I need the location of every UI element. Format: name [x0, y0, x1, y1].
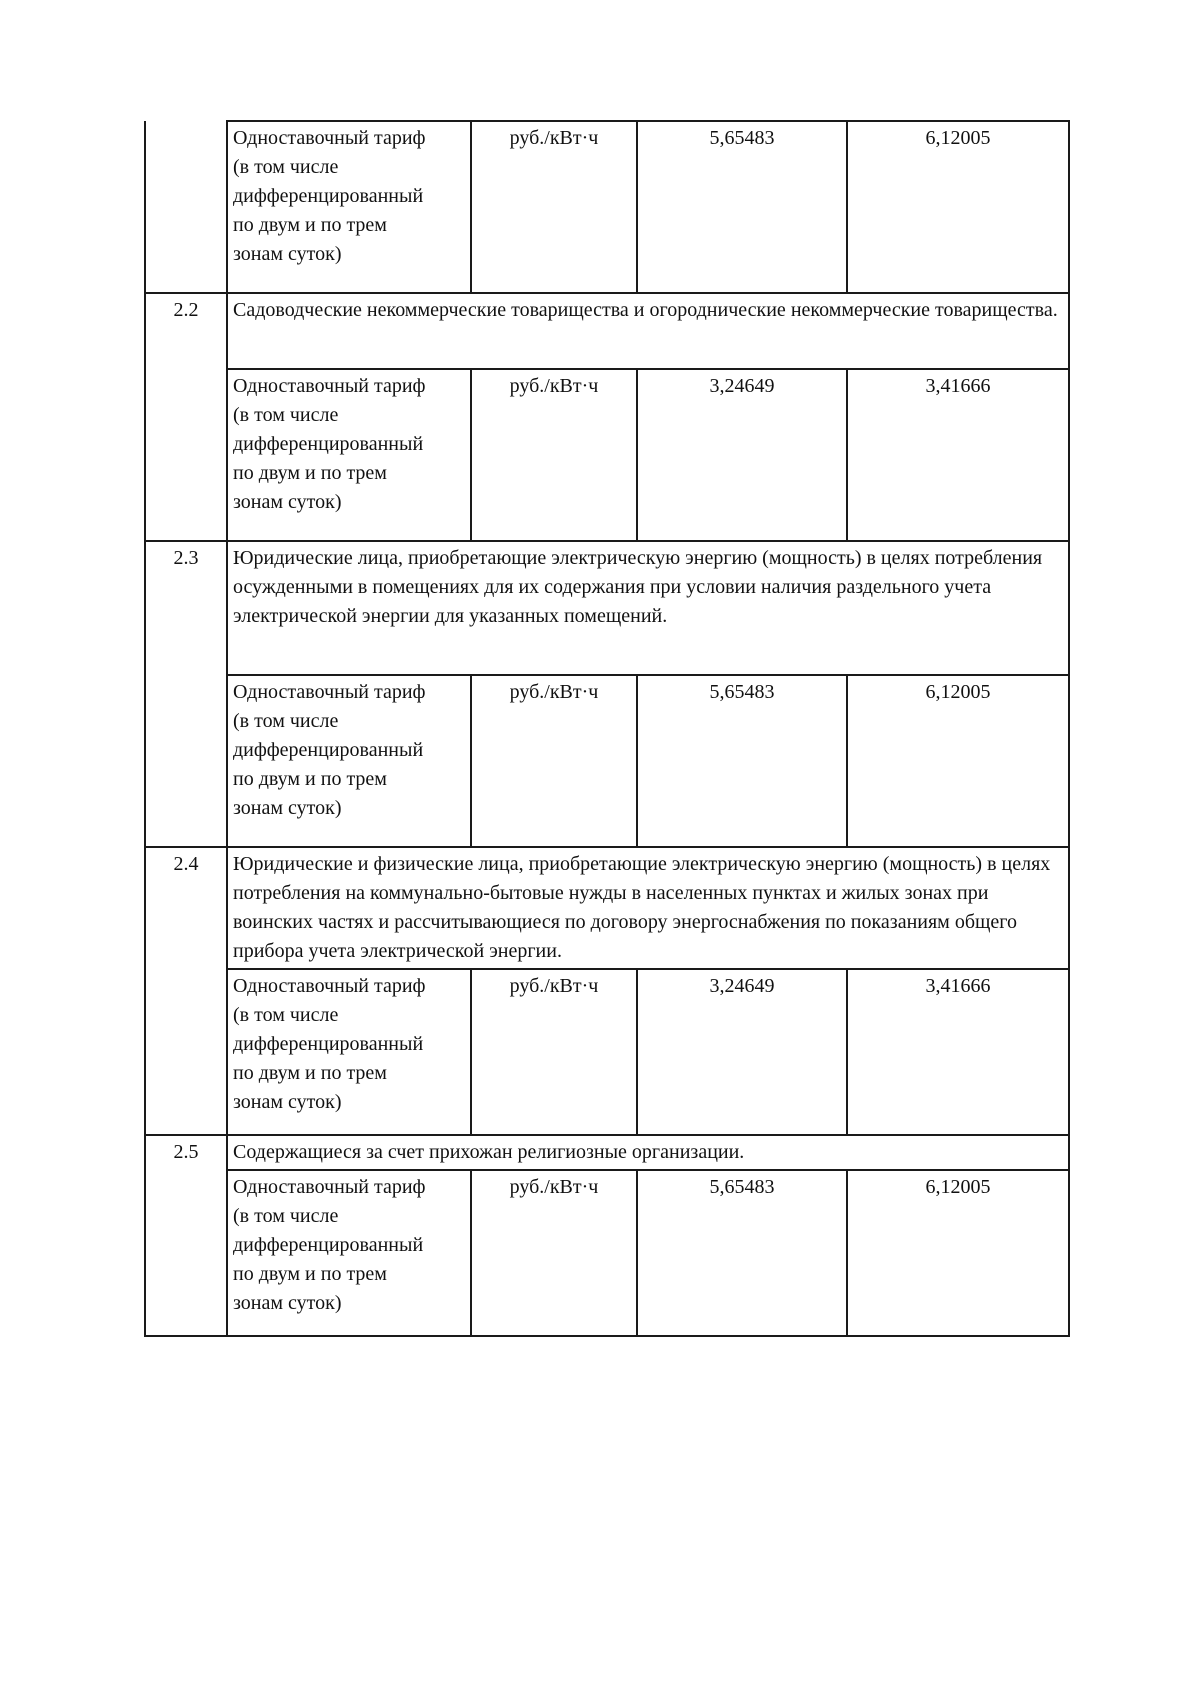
table-row-section-description — [145, 541, 1069, 675]
tariff-label-line: (в том числе — [233, 156, 339, 178]
tariff-label-line: по двум и по трем — [233, 768, 387, 790]
table-row-section-description — [145, 293, 1069, 369]
section-description: Юридические лица, приобретающие электрическую энергию (мощность) в целях потребления осужденными в помещениях для их содержания при условии наличия раздельного учета электрической энергии для указанных помещений. — [227, 541, 1069, 675]
tariff-label-line: дифференцированный — [233, 1033, 424, 1055]
table-row-section-description — [145, 1135, 1069, 1170]
table-row-rate — [145, 369, 1069, 541]
tariff-label-line: Одноставочный тариф — [233, 681, 426, 703]
table-row-section-description — [145, 847, 1069, 969]
section-description: Содержащиеся за счет прихожан религиозные организации. — [227, 1135, 1069, 1170]
tariff-label-line: (в том числе — [233, 404, 339, 426]
unit-cell: руб./кВт·ч — [471, 675, 637, 847]
table-row-top-rate — [145, 121, 1069, 293]
tariff-label-line: зонам суток) — [233, 491, 342, 513]
tariff-label-line: зонам суток) — [233, 797, 342, 819]
tariff-label-line: по двум и по трем — [233, 214, 387, 236]
tariff-value-1: 5,65483 — [637, 675, 847, 847]
tariff-label-cell — [227, 121, 471, 293]
tariff-label-cell — [227, 369, 471, 541]
unit-cell: руб./кВт·ч — [471, 1170, 637, 1336]
tariff-label-line: по двум и по трем — [233, 462, 387, 484]
tariff-label-line: зонам суток) — [233, 243, 342, 265]
tariff-label-line: дифференцированный — [233, 1234, 424, 1256]
section-number: 2.4 — [145, 847, 227, 1135]
tariff-label-line: Одноставочный тариф — [233, 127, 426, 149]
tariff-value-2: 6,12005 — [847, 1170, 1069, 1336]
section-description: Юридические и физические лица, приобретающие электрическую энергию (мощность) в целях потребления на коммунально-бытовые нужды в населенных пунктах и жилых зонах при воинских частях и рассчитывающиеся по договору энергоснабжения по показаниям общего прибора учета электрической энергии. — [227, 847, 1069, 969]
section-description: Садоводческие некоммерческие товарищества и огороднические некоммерческие товарищества. — [227, 293, 1069, 369]
section-number: 2.3 — [145, 541, 227, 847]
unit-cell: руб./кВт·ч — [471, 969, 637, 1135]
tariff-value-1: 3,24649 — [637, 969, 847, 1135]
tariff-label-line: Одноставочный тариф — [233, 975, 426, 997]
tariff-label-line: Одноставочный тариф — [233, 375, 426, 397]
tariff-label-line: дифференцированный — [233, 739, 424, 761]
section-number: 2.5 — [145, 1135, 227, 1336]
unit-cell: руб./кВт·ч — [471, 369, 637, 541]
tariff-value-1: 3,24649 — [637, 369, 847, 541]
tariff-value-2: 3,41666 — [847, 969, 1069, 1135]
table-row-rate — [145, 1170, 1069, 1336]
tariff-label-line: по двум и по трем — [233, 1062, 387, 1084]
tariff-table — [144, 120, 1070, 1337]
tariff-value-1: 5,65483 — [637, 1170, 847, 1336]
tariff-label-line: дифференцированный — [233, 185, 424, 207]
tariff-label-cell — [227, 1170, 471, 1336]
tariff-label-cell — [227, 969, 471, 1135]
tariff-label-cell — [227, 675, 471, 847]
tariff-value-2: 6,12005 — [847, 121, 1069, 293]
tariff-label-line: (в том числе — [233, 1205, 339, 1227]
tariff-label-line: зонам суток) — [233, 1091, 342, 1113]
tariff-value-1: 5,65483 — [637, 121, 847, 293]
tariff-label-line: зонам суток) — [233, 1292, 342, 1314]
tariff-value-2: 3,41666 — [847, 369, 1069, 541]
unit-cell: руб./кВт·ч — [471, 121, 637, 293]
tariff-label-line: дифференцированный — [233, 433, 424, 455]
tariff-label-line: (в том числе — [233, 710, 339, 732]
table-row-rate — [145, 969, 1069, 1135]
table-row-rate — [145, 675, 1069, 847]
tariff-label-line: Одноставочный тариф — [233, 1176, 426, 1198]
tariff-label-line: (в том числе — [233, 1004, 339, 1026]
section-number-cell — [145, 121, 227, 293]
tariff-label-line: по двум и по трем — [233, 1263, 387, 1285]
section-number: 2.2 — [145, 293, 227, 541]
tariff-value-2: 6,12005 — [847, 675, 1069, 847]
